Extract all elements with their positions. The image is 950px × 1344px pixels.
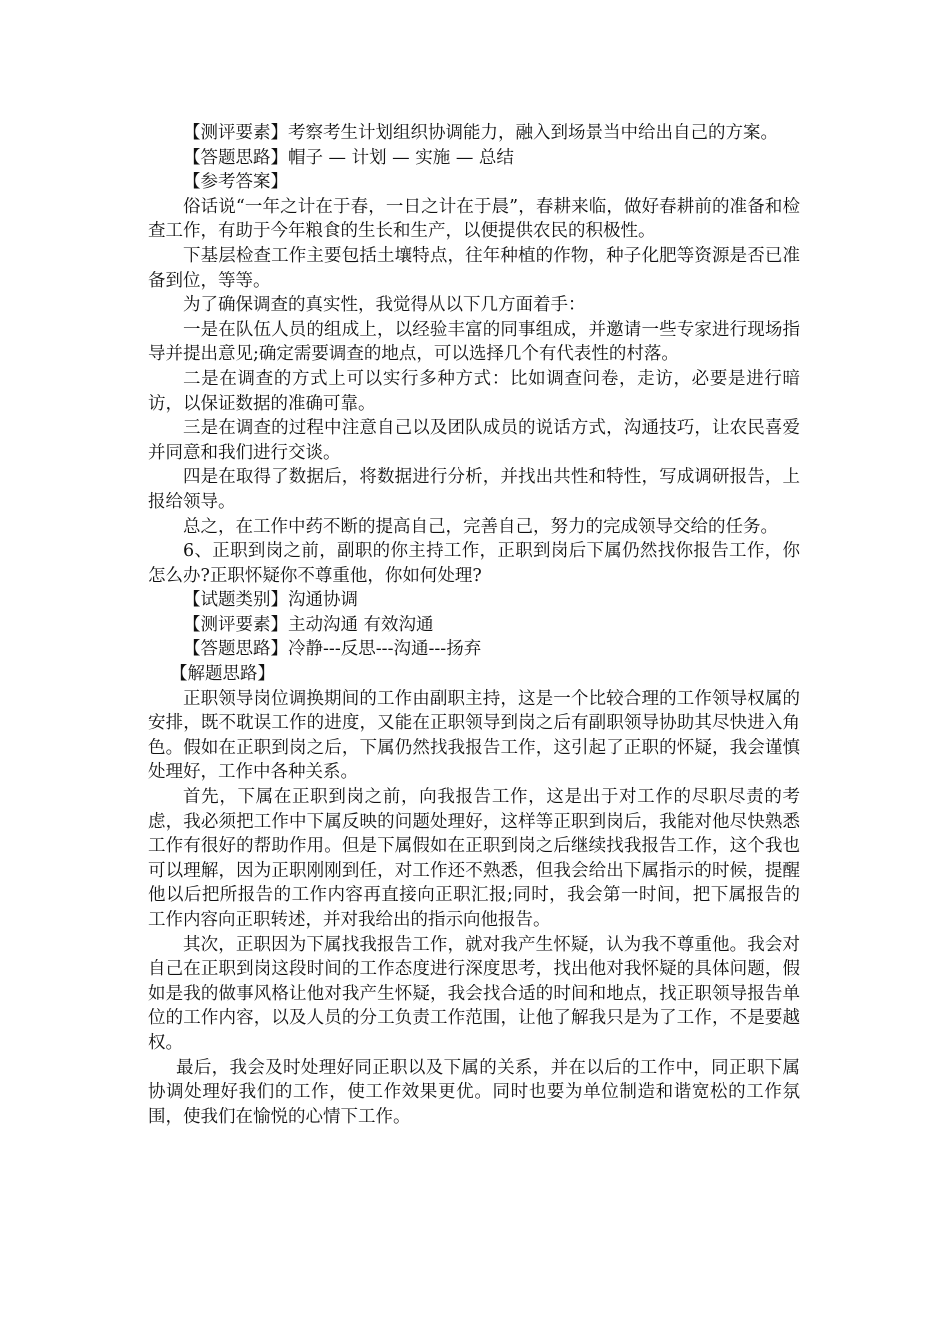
question-category-paragraph: 【试题类别】沟通协调: [183, 590, 358, 611]
eval-factors-paragraph: 【测评要素】考察考生计划组织协调能力，融入到场景当中给出自己的方案。: [183, 123, 778, 143]
solution-heading: 【解题思路】: [170, 664, 275, 685]
question-paragraph: 6、正职到岗之前，副职的你主持工作，正职到岗后下属仍然找你报告工作，你怎么办?正职怀疑你不尊重他，你如何处理?: [148, 541, 800, 586]
reference-answer-heading: 【参考答案】: [183, 172, 288, 193]
body-paragraph: 四是在取得了数据后，将数据进行分析，并找出共性和特性，写成调研报告，上报给领导。: [148, 467, 800, 512]
body-paragraph: 俗话说“一年之计在于春，一日之计在于晨”，春耕来临，做好春耕前的准备和检查工作，有助于今年粮食的生长和生产，以便提供农民的积极性。: [148, 196, 800, 242]
eval-factors-paragraph: 【测评要素】主动沟通 有效沟通: [183, 614, 434, 635]
body-paragraph: 下基层检查工作主要包括土壤特点，往年种植的作物，种子化肥等资源是否已准备到位，等等。: [148, 245, 800, 291]
body-paragraph: 总之，在工作中药不断的提高自己，完善自己，努力的完成领导交给的任务。: [183, 516, 778, 537]
body-paragraph: 首先，下属在正职到岗之前，向我报告工作，这是出于对工作的尽职尽责的考虑，我必须把工作中下属反映的问题处理好，这样等正职到岗后，我能对他尽快熟悉工作有很好的帮助作用。但是下属假如在正职到岗之后继续找我报告工作，这个我也可以理解，因为正职刚刚到任，对工作还不熟悉，但我会给出下属指示的时候，提醒他以后把所报告的工作内容再直接向正职汇报;同时，我会第一时间，把下属报告的工作内容向正职转述，并对我给出的指示向他报告。: [148, 787, 800, 930]
body-paragraph: 一是在队伍人员的组成上，以经验丰富的同事组成，并邀请一些专家进行现场指导并提出意见;确定需要调查的地点，可以选择几个有代表性的村落。: [148, 319, 800, 365]
answer-approach-paragraph: 【答题思路】冷静---反思---沟通---扬弃: [183, 639, 482, 660]
body-paragraph: 三是在调查的过程中注意自己以及团队成员的说话方式，沟通技巧，让农民喜爱并同意和我们进行交谈。: [148, 418, 800, 463]
body-paragraph: 二是在调查的方式上可以实行多种方式：比如调查问卷，走访，必要是进行暗访，以保证数据的准确可靠。: [148, 368, 800, 414]
answer-approach-paragraph: 【答题思路】帽子 — 计划 — 实施 — 总结: [183, 147, 514, 168]
document-body: [148, 121, 800, 1129]
body-paragraph: 最后，我会及时处理好同正职以及下属的关系，并在以后的工作中，同正职下属协调处理好我们的工作，使工作效果更优。同时也要为单位制造和谐宽松的工作氛围，使我们在愉悦的心情下工作。: [148, 1057, 800, 1127]
body-paragraph: 其次，正职因为下属找我报告工作，就对我产生怀疑，认为我不尊重他。我会对自己在正职到岗这段时间的工作态度进行深度思考，找出他对我怀疑的具体问题，假如是我的做事风格让他对我产生怀疑，我会找合适的时间和地点，找正职领导报告单位的工作内容，以及人员的分工负责工作范围，让他了解我只是为了工作，不是要越权。: [148, 934, 800, 1053]
body-paragraph: 为了确保调查的真实性，我觉得从以下几方面着手：: [183, 295, 586, 316]
body-paragraph: 正职领导岗位调换期间的工作由副职主持，这是一个比较合理的工作领导权属的安排，既不耽误工作的进度，又能在正职领导到岗之后有副职领导协助其尽快进入角色。假如在正职到岗之后，下属仍然找我报告工作，这引起了正职的怀疑，我会谨慎处理好，工作中各种关系。: [148, 688, 800, 783]
